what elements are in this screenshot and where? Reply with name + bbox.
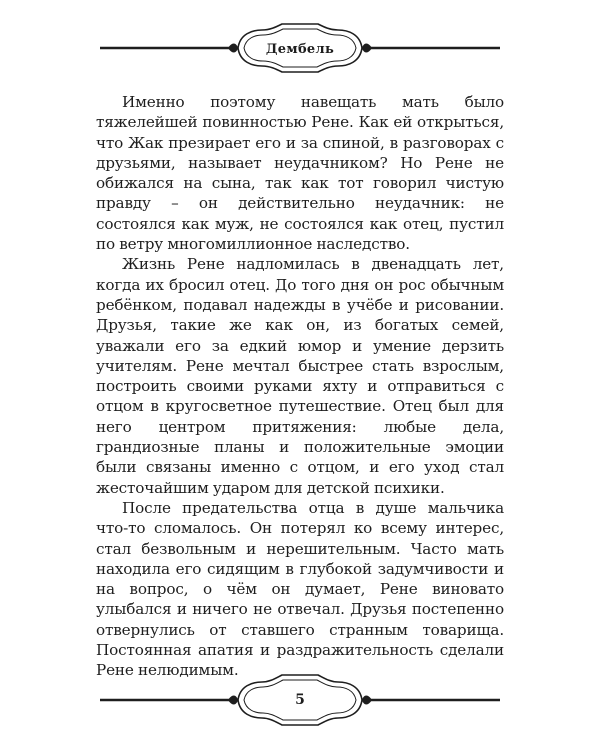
paragraph: Именно поэтому навещать мать было тяжелейшей повинностью Рене. Как ей открыться, что Жак презирает его и за спиной, в разговорах с друзьями, называет неудачником? Но Рене не обижался на сына, так как тот говорил чистую правду – он действительно неудачник: не состоялся как муж, не состоялся как отец, пустил по ветру многомиллионное наследство. bbox=[96, 93, 504, 254]
page-body bbox=[96, 92, 504, 681]
paragraph: После предательства отца в душе мальчика что-то сломалось. Он потерял ко всему интерес, стал безвольным и нерешительным. Часто мать находила его сидящим в глубокой задумчивости и на вопрос, о чём он думает, Рене виновато улыбался и ничего не отвечал. Друзья постепенно отвернулись от ставшего странным товарища. Постоянная апатия и раздражительность сделали Рене нелюдимым. bbox=[96, 498, 504, 680]
running-header bbox=[0, 18, 600, 78]
page-footer bbox=[0, 668, 600, 732]
page-number: 5 bbox=[295, 692, 305, 708]
paragraph: Жизнь Рене надломилась в двенадцать лет, когда их бросил отец. До того дня он рос обычным ребёнком, подавал надежды в учёбе и рисовании. Друзья, такие же как он, из богатых семей, уважали его за едкий юмор и умение дерзить учителям. Рене мечтал быстрее стать взрослым, построить своими руками яхту и отправиться с отцом в кругосветное путешествие. Отец был для него центром притяжения: любые дела, грандиозные планы и положительные эмоции были связаны именно с отцом, и его уход стал жесточайшим ударом для детской психики. bbox=[96, 255, 504, 497]
header-title: Дембель bbox=[265, 42, 335, 57]
